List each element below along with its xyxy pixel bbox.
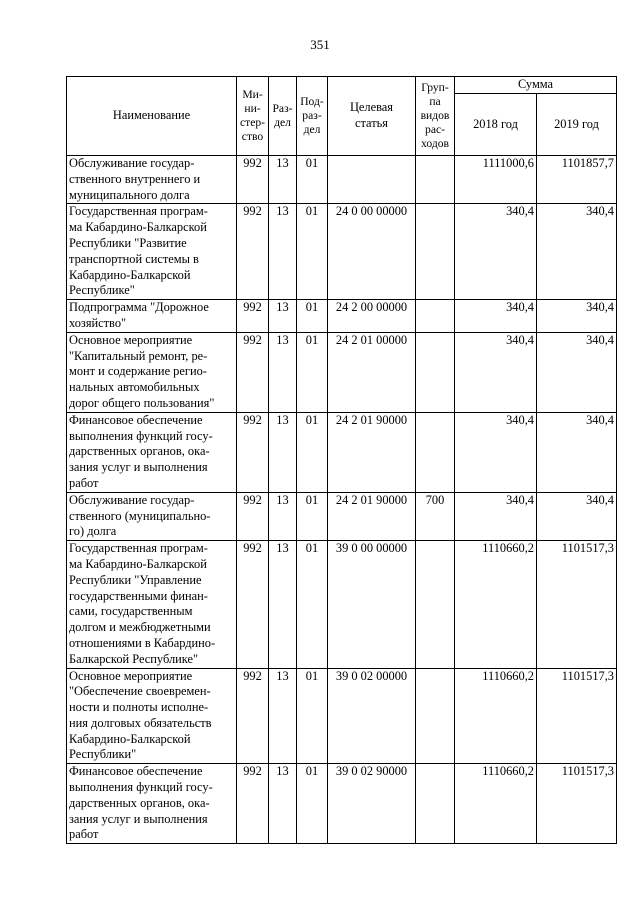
row-article: 24 2 01 90000 xyxy=(328,492,416,540)
row-sum-2019: 340,4 xyxy=(537,204,617,300)
row-article xyxy=(328,156,416,204)
header-subsection: Под- раз- дел xyxy=(297,77,328,156)
row-article: 24 0 00 00000 xyxy=(328,204,416,300)
row-section: 13 xyxy=(269,156,297,204)
row-ministry: 992 xyxy=(237,332,269,412)
row-sum-2019: 340,4 xyxy=(537,332,617,412)
header-section: Раз- дел xyxy=(269,77,297,156)
row-name: Государственная програм- ма Кабардино-Балкарской Республики "Развитие транспортной системы в Кабардино-Балкарской Республике" xyxy=(67,204,237,300)
row-subsection: 01 xyxy=(297,764,328,844)
row-name: Государственная програм- ма Кабардино-Балкарской Республики "Управление государственными финан- сами, государственным долгом и межбюджетными отношениями в Кабардино- Балкарской Республике" xyxy=(67,541,237,668)
row-expense-group xyxy=(416,156,455,204)
row-section: 13 xyxy=(269,300,297,333)
row-section: 13 xyxy=(269,412,297,492)
row-name: Финансовое обеспечение выполнения функций госу- дарственных органов, ока- зания услуг и выполнения работ xyxy=(67,412,237,492)
row-section: 13 xyxy=(269,764,297,844)
row-expense-group xyxy=(416,204,455,300)
row-sum-2018: 340,4 xyxy=(455,204,537,300)
row-sum-2018: 340,4 xyxy=(455,492,537,540)
row-expense-group xyxy=(416,541,455,668)
row-subsection: 01 xyxy=(297,204,328,300)
row-ministry: 992 xyxy=(237,541,269,668)
row-ministry: 992 xyxy=(237,156,269,204)
row-name: Основное мероприятие "Обеспечение своевремен- ности и полноты исполне- ния долговых обязательств Кабардино-Балкарской Республики" xyxy=(67,668,237,764)
header-year-2019: 2019 год xyxy=(537,94,617,156)
row-sum-2019: 340,4 xyxy=(537,300,617,333)
row-section: 13 xyxy=(269,204,297,300)
row-ministry: 992 xyxy=(237,492,269,540)
header-article: Целевая статья xyxy=(328,77,416,156)
table-row xyxy=(67,492,617,540)
row-section: 13 xyxy=(269,668,297,764)
row-sum-2019: 1101857,7 xyxy=(537,156,617,204)
row-expense-group xyxy=(416,332,455,412)
row-article: 24 2 00 00000 xyxy=(328,300,416,333)
header-ministry: Ми- ни- стер- ство xyxy=(237,77,269,156)
row-expense-group: 700 xyxy=(416,492,455,540)
table-row xyxy=(67,764,617,844)
row-expense-group xyxy=(416,668,455,764)
row-subsection: 01 xyxy=(297,412,328,492)
row-sum-2018: 1111000,6 xyxy=(455,156,537,204)
row-article: 39 0 02 00000 xyxy=(328,668,416,764)
row-section: 13 xyxy=(269,332,297,412)
row-sum-2018: 340,4 xyxy=(455,332,537,412)
row-ministry: 992 xyxy=(237,300,269,333)
row-sum-2018: 1110660,2 xyxy=(455,541,537,668)
row-sum-2018: 1110660,2 xyxy=(455,764,537,844)
row-sum-2019: 1101517,3 xyxy=(537,764,617,844)
row-subsection: 01 xyxy=(297,156,328,204)
table-row xyxy=(67,300,617,333)
row-sum-2018: 1110660,2 xyxy=(455,668,537,764)
row-article: 24 2 01 90000 xyxy=(328,412,416,492)
row-name: Подпрограмма "Дорожное хозяйство" xyxy=(67,300,237,333)
row-subsection: 01 xyxy=(297,668,328,764)
row-ministry: 992 xyxy=(237,204,269,300)
row-name: Обслуживание государ- ственного (муниципально- го) долга xyxy=(67,492,237,540)
row-section: 13 xyxy=(269,541,297,668)
table-row xyxy=(67,412,617,492)
row-ministry: 992 xyxy=(237,412,269,492)
row-sum-2018: 340,4 xyxy=(455,412,537,492)
row-ministry: 992 xyxy=(237,668,269,764)
header-sum: Сумма xyxy=(455,77,617,94)
page-number: 351 xyxy=(310,37,330,52)
row-expense-group xyxy=(416,412,455,492)
table-row xyxy=(67,668,617,764)
table-row xyxy=(67,204,617,300)
row-ministry: 992 xyxy=(237,764,269,844)
row-expense-group xyxy=(416,764,455,844)
row-sum-2018: 340,4 xyxy=(455,300,537,333)
row-article: 24 2 01 00000 xyxy=(328,332,416,412)
row-sum-2019: 340,4 xyxy=(537,492,617,540)
table-row xyxy=(67,541,617,668)
row-subsection: 01 xyxy=(297,332,328,412)
row-name: Обслуживание государ- ственного внутреннего и муниципального долга xyxy=(67,156,237,204)
header-name: Наименование xyxy=(67,77,237,156)
header-expense-group: Груп- па видов рас- ходов xyxy=(416,77,455,156)
row-expense-group xyxy=(416,300,455,333)
row-subsection: 01 xyxy=(297,300,328,333)
budget-table xyxy=(66,76,617,844)
table-row xyxy=(67,332,617,412)
row-sum-2019: 1101517,3 xyxy=(537,668,617,764)
row-article: 39 0 02 90000 xyxy=(328,764,416,844)
row-subsection: 01 xyxy=(297,541,328,668)
row-subsection: 01 xyxy=(297,492,328,540)
row-name: Основное мероприятие "Капитальный ремонт, ре- монт и содержание регио- нальных автомобильных дорог общего пользования" xyxy=(67,332,237,412)
row-name: Финансовое обеспечение выполнения функций госу- дарственных органов, ока- зания услуг и выполнения работ xyxy=(67,764,237,844)
row-sum-2019: 1101517,3 xyxy=(537,541,617,668)
row-article: 39 0 00 00000 xyxy=(328,541,416,668)
table-row xyxy=(67,156,617,204)
row-section: 13 xyxy=(269,492,297,540)
row-sum-2019: 340,4 xyxy=(537,412,617,492)
header-year-2018: 2018 год xyxy=(455,94,537,156)
